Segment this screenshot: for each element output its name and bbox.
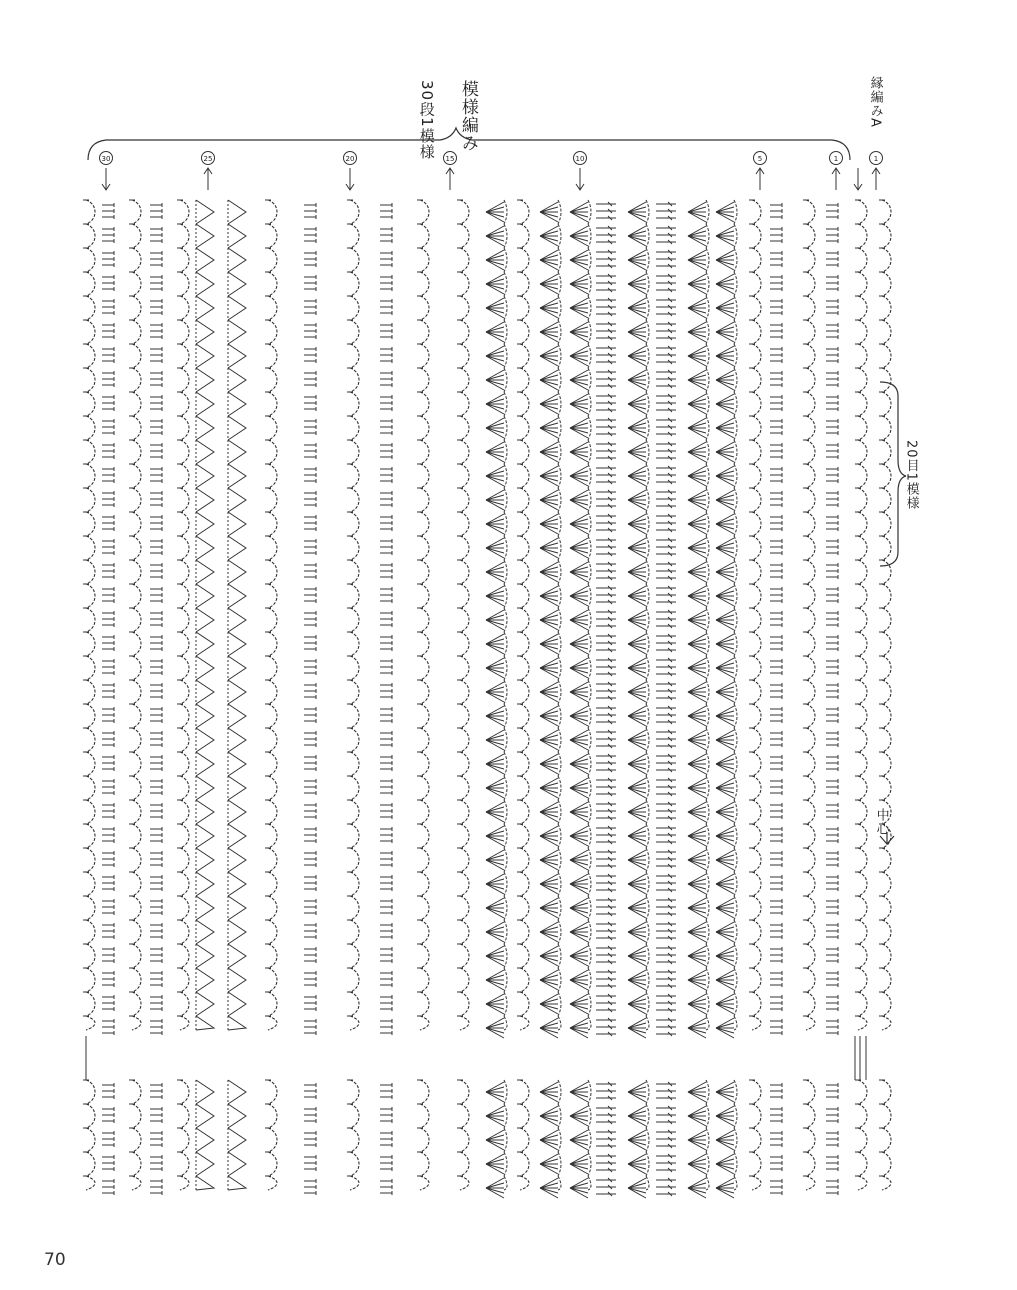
row-marker (870, 152, 883, 191)
page-number: 70 (44, 1250, 66, 1270)
row-marker (574, 152, 587, 191)
pattern-subtitle: 30段1模様 (417, 80, 436, 160)
svg-text:15: 15 (445, 155, 455, 163)
svg-text:25: 25 (203, 155, 213, 163)
row-marker (754, 152, 767, 191)
center-label: 中心 (873, 808, 889, 836)
row-marker (202, 152, 215, 191)
row-marker (100, 152, 113, 191)
svg-text:1: 1 (873, 155, 879, 163)
svg-text:10: 10 (575, 155, 585, 163)
svg-text:20: 20 (345, 155, 355, 163)
repeat-label: 20目1模様 (903, 440, 919, 510)
row-markers (100, 152, 883, 191)
row-marker (344, 152, 357, 191)
pattern-title: 模様編み (457, 80, 478, 152)
svg-text:1: 1 (833, 155, 839, 163)
svg-text:5: 5 (757, 155, 763, 163)
svg-text:30: 30 (101, 155, 111, 163)
stitch-rows-bottom (83, 1080, 891, 1198)
gap-lines (86, 1036, 866, 1080)
stitch-rows-top (83, 200, 891, 1038)
repeat-brace (880, 382, 906, 566)
row-marker (444, 152, 457, 191)
row-marker (830, 152, 843, 191)
edge-label: 縁編みA (867, 76, 883, 128)
